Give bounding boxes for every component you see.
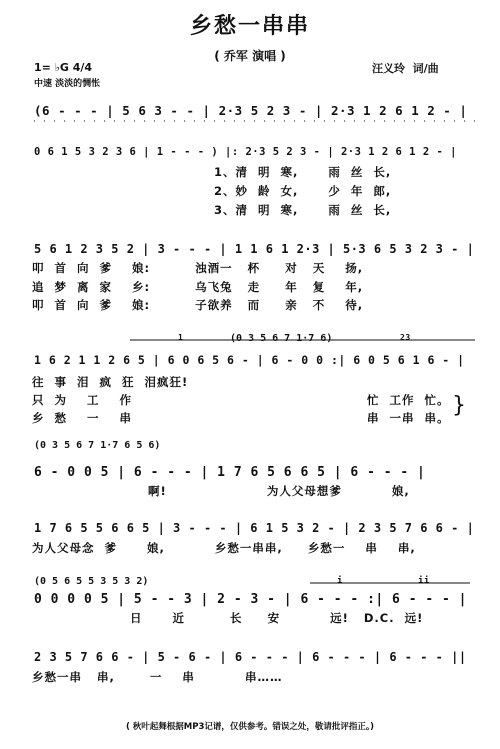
lyric-l-r4b2: 忙 工作 忙。	[367, 393, 450, 407]
notation-row4: 1 6 2 1 1 2 6 5 | 6 0 6 5 6 - | 6 - 0 0 :| 6 0 5 6 1 6 - |	[34, 353, 465, 367]
lyric-l-v3: 3、清 明 寒, 雨 丝 长,	[214, 203, 392, 217]
lyric-l-r4b: 只 为 工 作	[32, 393, 133, 407]
notation-row8: 2 3 5 7 6 6 - | 5 - 6 - | 6 - - - | 6 - - - | 6 - - - ||	[34, 650, 467, 664]
lyric-l-v1: 1、清 明 寒, 雨 丝 长,	[214, 165, 392, 179]
author-credit: 汪义玲 词/曲	[372, 62, 439, 75]
notation-intro1: (0 3 5 6 7 1·7 6)	[230, 333, 333, 344]
lyric-l-r3a: 叩 首 向 爹 娘: 浊酒一 杯 对 天 扬,	[32, 261, 364, 275]
volta-i-label: i	[337, 576, 343, 586]
notation-row2: 0 6 1 5 3 2 3 6 | 1 - - - ) |: 2·3 5 2 3 - | 2·3 1 2 6 1 2 - |	[34, 146, 457, 158]
lyric-l-r8: 乡愁一串 串, 一 串 串……	[32, 670, 283, 684]
key-signature: 1= ♭G 4/4	[34, 61, 93, 74]
notation-row6: 1 7 6 5 5 6 6 5 | 3 - - - | 6 1 5 3 2 - | 2 3 5 7 6 6 - |	[34, 521, 475, 535]
lyric-l-r4a: 往 事 泪 疯 狂 泪疯狂!	[32, 375, 189, 389]
lyric-l-r5: 啊! 为人父母想爹 娘,	[148, 484, 410, 498]
notation-row5: 6 - 0 0 5 | 6 - - - | 1 7 6 5 6 6 5 | 6 - - - |	[34, 465, 426, 480]
notation-intro3: (0 5 6 5 5 3 5 3 2)	[34, 576, 149, 587]
tempo-marking: 中速 淡淡的惆怅	[34, 79, 101, 89]
lyric-l-r7: 日 近 长 安 远! D.C. 远!	[130, 611, 424, 625]
notation-row7: 0 0 0 0 5 | 5 - - 3 | 2 - 3 - | 6 - - - :| 6 - - - |	[34, 592, 467, 607]
lyric-l-r6: 为人父母念 爹 娘, 乡愁一串串, 乡愁一 串 串,	[32, 541, 416, 555]
notation-row1: (6 - - - | 5 6 3 - - | 2·3 5 2 3 - | 2·3 1 2 6 1 2 - |	[34, 103, 468, 118]
performer-credit: ( 乔军 演唱 )	[214, 49, 286, 63]
verse-brace: }	[452, 393, 466, 418]
notation-intro2: (0 3 5 6 7 1·7 6 5 6)	[34, 440, 161, 451]
lyric-l-r3b: 追 梦 离 家 乡: 乌飞兔 走 年 复 年,	[32, 280, 364, 294]
lyric-l-v2: 2、妙 龄 女, 少 年 郎,	[214, 184, 392, 198]
volta-23-label: 23	[400, 333, 411, 342]
notation-row3: 5 6 1 2 3 5 2 | 3 - - - | 1 1 6 1 2·3 | 5·3 6 5 3 2 3 - |	[34, 242, 475, 256]
volta-ii-label: ii	[418, 576, 430, 586]
volta-1-label: 1	[178, 333, 184, 342]
transcription-note: ( 秋叶起舞根据MP3记谱，仅供参考。错误之处，敬请批评指正。)	[125, 722, 375, 732]
song-title: 乡愁一串串	[189, 14, 310, 39]
lyric-l-r4c2: 串 一串 串。	[367, 411, 450, 425]
lyric-l-r3c: 叩 首 向 爹 娘: 子欲养 而 亲 不 待,	[32, 298, 364, 312]
lyric-l-r4c: 乡 愁 一 串	[32, 411, 133, 425]
